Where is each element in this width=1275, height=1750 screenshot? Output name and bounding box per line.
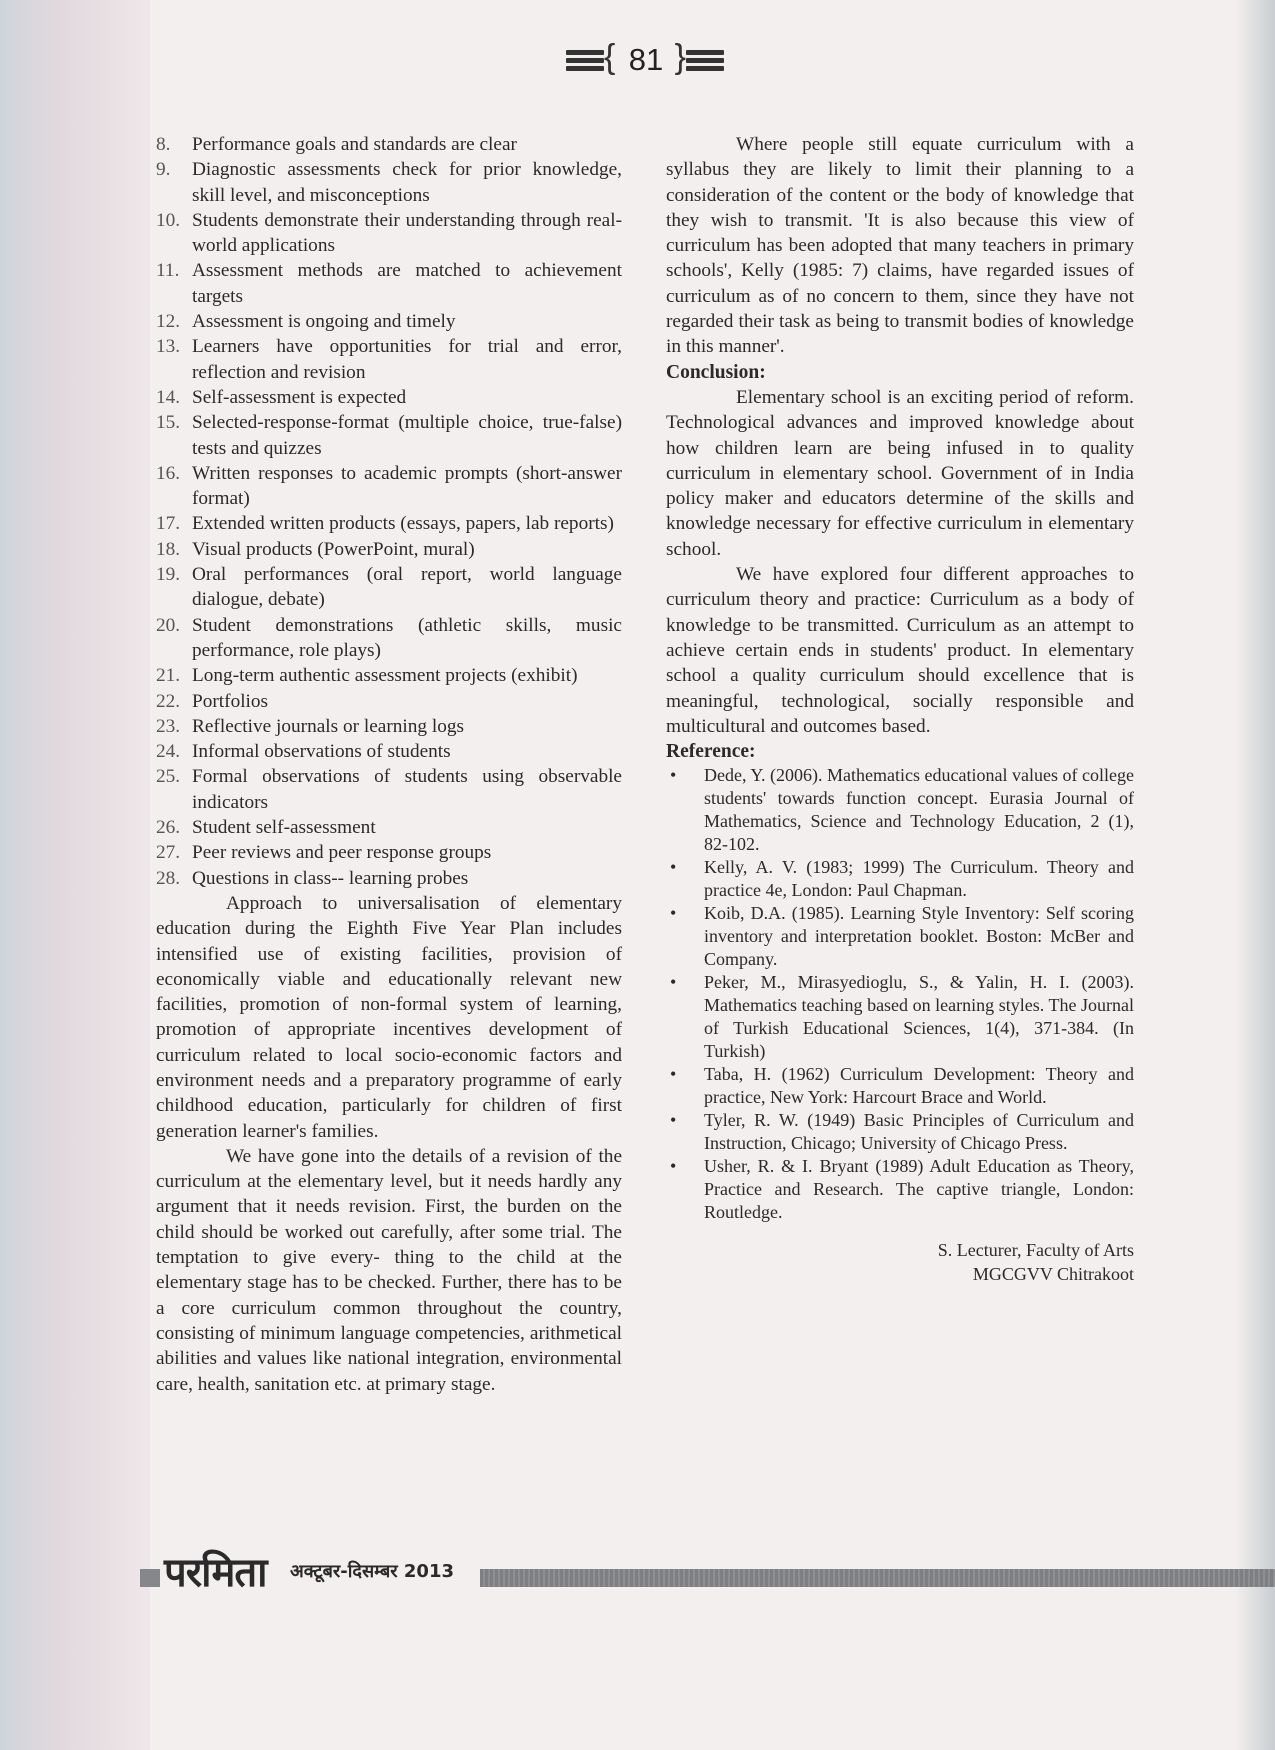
- footer-bar: [480, 1569, 1275, 1587]
- left-column: [156, 132, 622, 1397]
- reference-text: Dede, Y. (2006). Mathematics educational values of college students' towards function concept. Eurasia Journal of Mathematics, Science and Technology Education, 2 (1), 82-102.: [704, 765, 1134, 855]
- list-item: [156, 132, 622, 157]
- reference-item: [666, 1155, 1134, 1224]
- list-item: [156, 309, 622, 334]
- list-text: Selected-response-format (multiple choice, true-false) tests and quizzes: [192, 412, 622, 459]
- list-text: Performance goals and standards are clear: [192, 134, 517, 155]
- list-item: [156, 511, 622, 536]
- list-number: 21.: [156, 665, 181, 687]
- list-item: [156, 385, 622, 410]
- list-item: [156, 866, 622, 891]
- list-text: Diagnostic assessments check for prior knowledge, skill level, and misconceptions: [192, 159, 622, 206]
- list-number: 20.: [156, 614, 181, 636]
- scan-shadow-right: [1235, 0, 1275, 1750]
- conclusion-heading: Conclusion:: [666, 361, 766, 383]
- author-line-2: MGCGVV Chitrakoot: [972, 1264, 1134, 1285]
- list-number: 16.: [156, 462, 181, 484]
- author-affiliation: [666, 1238, 1134, 1286]
- list-item: [156, 840, 622, 865]
- conclusion-paragraph-2: We have explored four different approaches to curriculum theory and practice: Curriculum as a body of knowledge to be transmitted. Curriculum as an attempt to achieve certain ends in students' product. In elementary school a quality curriculum should excellence that is meaningful, technological, socially responsible and multicultural and outcomes based.: [666, 564, 1134, 737]
- list-item: [156, 208, 622, 259]
- journal-logo: परमिता: [164, 1550, 267, 1596]
- right-paragraph-1: Where people still equate curriculum with a syllabus they are likely to limit their planning to a consideration of the content or the body of knowledge that they wish to transmit. 'It is also because this view of curriculum has been adopted that many teachers in primary schools', Kelly (1985: 7) claims, have regarded issues of curriculum as of no concern to them, since they have not regarded their task as being to transmit bodies of knowledge in this manner'.: [666, 134, 1134, 358]
- bullet-icon: •: [670, 857, 677, 878]
- list-number: 12.: [156, 311, 181, 333]
- list-number: 24.: [156, 741, 181, 763]
- list-number: 15.: [156, 412, 181, 434]
- list-number: 26.: [156, 817, 181, 839]
- list-number: 13.: [156, 336, 181, 358]
- list-number: 8.: [156, 134, 171, 155]
- list-item: [156, 714, 622, 739]
- reference-text: Usher, R. & I. Bryant (1989) Adult Education as Theory, Practice and Research. The captive triangle, London: Routledge.: [704, 1156, 1134, 1223]
- list-text: Peer reviews and peer response groups: [192, 842, 492, 864]
- list-text: Written responses to academic prompts (short-answer format): [192, 462, 622, 510]
- bullet-icon: •: [670, 1110, 677, 1131]
- list-item: [156, 461, 622, 512]
- list-number: 25.: [156, 766, 181, 788]
- page-number: 81: [628, 42, 664, 77]
- list-item: [156, 537, 622, 562]
- list-text: Oral performances (oral report, world language dialogue, debate): [192, 564, 622, 611]
- bullet-icon: •: [670, 903, 677, 924]
- list-item: [156, 764, 622, 815]
- list-text: Portfolios: [192, 690, 269, 712]
- list-text: Reflective journals or learning logs: [192, 715, 464, 737]
- list-item: [156, 815, 622, 840]
- list-item: [156, 739, 622, 764]
- list-text: Students demonstrate their understanding through real-world applications: [192, 209, 622, 257]
- list-number: 14.: [156, 386, 181, 408]
- list-number: 27.: [156, 842, 181, 864]
- list-item: [156, 157, 622, 208]
- page-number-ornament: { 81 }: [560, 38, 730, 82]
- reference-text: Taba, H. (1962) Curriculum Development: Theory and practice, New York: Harcourt Brace and World.: [704, 1064, 1134, 1108]
- author-line-1: S. Lecturer, Faculty of Arts: [937, 1240, 1134, 1261]
- page-footer: [140, 1549, 1240, 1595]
- list-text: Formal observations of students using observable indicators: [192, 766, 622, 813]
- list-number: 22.: [156, 690, 181, 712]
- list-text: Assessment methods are matched to achievement targets: [192, 260, 622, 307]
- list-item: [156, 613, 622, 664]
- reference-item: [666, 764, 1134, 856]
- list-number: 28.: [156, 867, 181, 889]
- list-item: [156, 258, 622, 309]
- list-number: 23.: [156, 715, 181, 737]
- reference-text: Tyler, R. W. (1949) Basic Principles of Curriculum and Instruction, Chicago; University of Chicago Press.: [704, 1110, 1134, 1154]
- bullet-icon: •: [670, 1156, 677, 1177]
- list-item: [156, 562, 622, 613]
- list-number: 10.: [156, 209, 181, 231]
- list-text: Long-term authentic assessment projects (exhibit): [192, 665, 578, 687]
- list-text: Questions in class-- learning probes: [192, 867, 469, 889]
- reference-item: [666, 1063, 1134, 1109]
- reference-list: [666, 764, 1134, 1224]
- bullet-icon: •: [670, 972, 677, 993]
- conclusion-paragraph-1: Elementary school is an exciting period of reform. Technological advances and improved knowledge about how children learn are being infused in to quality curriculum in elementary school. Government of in India policy maker and educators determine of the skills and knowledge necessary for effective curriculum in elementary school.: [666, 386, 1134, 560]
- list-text: Visual products (PowerPoint, mural): [192, 538, 475, 560]
- list-item: [156, 689, 622, 714]
- bullet-icon: •: [670, 1064, 677, 1085]
- reference-item: [666, 856, 1134, 902]
- reference-heading: Reference:: [666, 741, 756, 763]
- list-text: Self-assessment is expected: [192, 386, 407, 408]
- scan-shadow-left: [0, 0, 150, 1750]
- reference-item: [666, 902, 1134, 971]
- list-text: Learners have opportunities for trial and error, reflection and revision: [192, 336, 622, 383]
- list-number: 11.: [156, 260, 180, 282]
- list-text: Assessment is ongoing and timely: [192, 311, 456, 333]
- list-text: Student demonstrations (athletic skills, music performance, role plays): [192, 614, 622, 661]
- reference-text: Peker, M., Mirasyedioglu, S., & Yalin, H. I. (2003). Mathematics teaching based on learning styles. The Journal of Turkish Educational Sciences, 1(4), 371-384. (In Turkish): [704, 972, 1134, 1062]
- ornament-bars-left: [566, 50, 604, 70]
- list-number: 18.: [156, 538, 181, 560]
- list-number: 19.: [156, 564, 181, 586]
- reference-item: [666, 1109, 1134, 1155]
- list-item: [156, 410, 622, 461]
- footer-bar-left: [140, 1569, 160, 1587]
- reference-item: [666, 971, 1134, 1063]
- reference-text: Koib, D.A. (1985). Learning Style Inventory: Self scoring inventory and interpretation booklet. Boston: McBer and Company.: [704, 903, 1134, 970]
- reference-text: Kelly, A. V. (1983; 1999) The Curriculum. Theory and practice 4e, London: Paul Chapman.: [704, 857, 1134, 901]
- list-number: 9.: [156, 159, 171, 181]
- list-text: Extended written products (essays, papers, lab reports): [192, 513, 614, 535]
- bullet-icon: •: [670, 765, 677, 786]
- list-item: [156, 334, 622, 385]
- left-paragraph-1: Approach to universalisation of elementary education during the Eighth Five Year Plan includes intensified use of existing facilities, provision of economically viable and educationally relevant new facilities, promotion of non-formal system of learning, promotion of appropriate incentives development of curriculum related to local socio-economic factors and environment needs and a preparatory programme of early childhood education, particularly for children of first generation learner's families.: [156, 892, 622, 1142]
- list-number: 17.: [156, 513, 181, 535]
- list-item: [156, 663, 622, 688]
- right-column: [666, 132, 1134, 1286]
- left-paragraph-2: We have gone into the details of a revision of the curriculum at the elementary level, but it needs hardly any argument that it needs revision. First, the burden on the child should be worked out carefully, after some trial. The temptation to give every- thing to the child at the elementary stage has to be checked. Further, there has to be a core curriculum common throughout the country, consisting of minimum language competencies, arithmetical abilities and values like national integration, environmental care, health, sanitation etc. at primary stage.: [156, 1145, 622, 1395]
- list-text: Student self-assessment: [192, 817, 376, 839]
- ornament-bars-right: [686, 50, 724, 70]
- list-text: Informal observations of students: [192, 741, 451, 763]
- issue-date: अक्टूबर-दिसम्बर 2013: [290, 1561, 454, 1582]
- assessment-list: [156, 132, 622, 891]
